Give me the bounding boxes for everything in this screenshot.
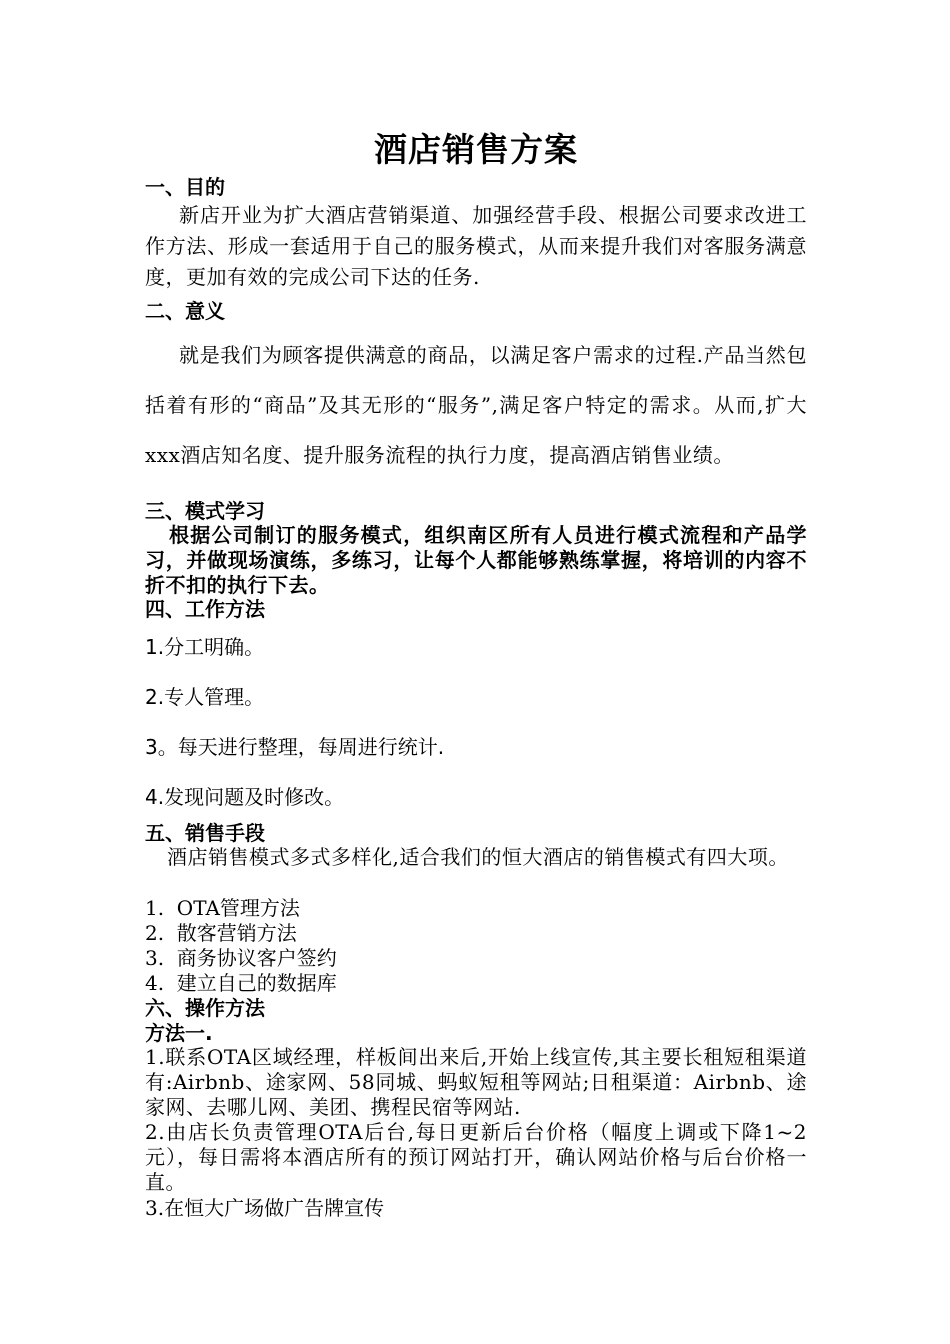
section-heading-model-learning: 三、模式学习 — [145, 499, 265, 523]
work-method-item: 4.发现问题及时修改。 — [145, 785, 345, 809]
method-one-label: 方法一. — [145, 1021, 213, 1045]
sales-means-item: 4. 建立自己的数据库 — [145, 971, 337, 995]
section-body-model-learning: 根据公司制订的服务模式，组织南区所有人员进行模式流程和产品学习，并做现场演练，多练习，让每个人都能够熟练掌握，将培训的内容不折不扣的执行下去。 — [145, 523, 807, 597]
operation-paragraph-1: 1.联系OTA区域经理，样板间出来后,开始上线宣传,其主要长租短租渠道有:Airbnb、途家网、58同城、蚂蚁短租等网站;日租渠道：Airbnb、途家网、去哪儿网、美团、携程民宿等网站. — [145, 1045, 807, 1119]
sales-means-item: 1. OTA管理方法 — [145, 896, 300, 920]
section-heading-work-method: 四、工作方法 — [145, 597, 265, 621]
work-method-item: 2.专人管理。 — [145, 685, 265, 709]
section-heading-meaning: 二、意义 — [145, 299, 225, 323]
section-heading-operation-method: 六、操作方法 — [145, 996, 265, 1020]
section-heading-purpose: 一、目的 — [145, 175, 225, 199]
section-heading-sales-means: 五、销售手段 — [145, 821, 265, 845]
operation-paragraph-3: 3.在恒大广场做广告牌宣传 — [145, 1196, 385, 1220]
section-body-meaning: 就是我们为顾客提供满意的商品，以满足客户需求的过程.产品当然包括着有形的“商品”及其无形的“服务”,满足客户特定的需求。从而,扩大xxx酒店知名度、提升服务流程的执行力度，提高酒店销售业绩。 — [145, 343, 807, 467]
sales-means-item: 2. 散客营销方法 — [145, 921, 297, 945]
section-body-sales-means: 酒店销售模式多式多样化,适合我们的恒大酒店的销售模式有四大项。 — [167, 845, 789, 869]
sales-means-item: 3. 商务协议客户签约 — [145, 946, 337, 970]
work-method-item: 1.分工明确。 — [145, 635, 265, 659]
section-body-purpose: 新店开业为扩大酒店营销渠道、加强经营手段、根据公司要求改进工作方法、形成一套适用于自己的服务模式，从而来提升我们对客服务满意度，更加有效的完成公司下达的任务. — [145, 203, 807, 289]
document-title: 酒店销售方案 — [374, 130, 578, 169]
operation-paragraph-2: 2.由店长负责管理OTA后台,每日更新后台价格（幅度上调或下降1~2元），每日需将本酒店所有的预订网站打开，确认网站价格与后台价格一直。 — [145, 1120, 807, 1194]
work-method-item: 3。每天进行整理，每周进行统计. — [145, 735, 445, 759]
